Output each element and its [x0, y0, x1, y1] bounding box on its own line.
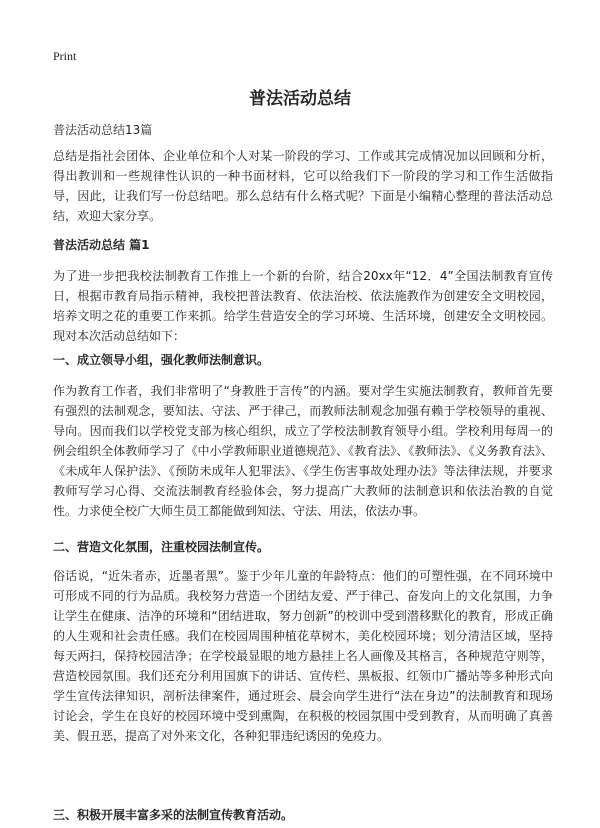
section-title: 普法活动总结 篇1 [53, 238, 150, 252]
paragraph-one: 作为教育工作者，我们非常明了“身教胜于言传”的内涵。要对学生实施法制教育，教师首先要有强烈的法制观念，要知法、守法、严于律己，而教师法制观念加强有赖于学校领导的重视、导向。因而我们以学校党支部为核心组织，成立了学校法制教育领导小组。学校利用每周一的例会组织全体教师学习了《中小学教师职业道德规范》、《教育法》、《教师法》、《义务教育法》、《未成年人保护法》、《预防未成年人犯罪法》、《学生伤害事故处理办法》等法律法规，并要求教师写学习心得、交流法制教育经验体会，努力提高广大教师的法制意识和依法治教的自觉性。力求使全校广大师生员工都能做到知法、守法、用法，依法办事。 [53, 384, 553, 518]
section-intro-paragraph: 为了进一步把我校法制教育工作推上一个新的台阶，结合20xx年“12．4”全国法制教育宣传日，根据市教育局指示精神，我校把普法教育、依法治校、依法施教作为创建安全文明校园，培养文明之花的重要工作来抓。给学生营造安全的学习环境、生活环境，创建安全文明校园。现对本次活动总结如下： [53, 269, 553, 343]
print-link[interactable]: Print [53, 49, 77, 63]
heading-two: 二、营造文化氛围，注重校园法制宣传。 [53, 540, 270, 554]
intro-paragraph: 总结是指社会团体、企业单位和个人对某一阶段的学习、工作或其完成情况加以回顾和分析，得出教训和一些规律性认识的一种书面材料，它可以给我们下一阶段的学习和工作生活做指导，因此，让我们写一份总结吧。那么总结有什么格式呢？下面是小编精心整理的普法活动总结，欢迎大家分享。 [53, 149, 553, 223]
heading-one: 一、成立领导小组，强化教师法制意识。 [53, 353, 270, 367]
heading-three: 三、积极开展丰富多采的法制宣传教育活动。 [53, 808, 294, 822]
page-title: 普法活动总结 [249, 89, 351, 109]
paragraph-two: 俗话说，“近朱者赤，近墨者黑”。鉴于少年儿童的年龄特点：他们的可塑性强，在不同环境中可形成不同的行为品质。我校努力营造一个团结友爱、严于律己、奋发向上的文化氛围，力争让学生在健康、洁净的环境和“团结进取，努力创新”的校训中受到潜移默化的教育，形成正确的人生观和社会责任感。我们在校园周围种植花草树木，美化校园环境；划分清洁区域，坚持每天两扫，保持校园洁净；在学校最显眼的地方悬挂上名人画像及其格言，各种规范守则等，营造校园氛围。我们还充分利用国旗下的讲话、宣传栏、黑板报、红领巾广播站等多种形式向学生宣传法律知识，剖析法律案件，通过班会、晨会向学生进行“法在身边”的法制教育和现场讨论会，学生在良好的校园环境中受到熏陶，在积极的校园氛围中受到教育，从而明确了真善美、假丑恶，提高了对外来文化，各种犯罪违纪诱因的免疫力。 [53, 569, 553, 743]
document-subtitle: 普法活动总结13篇 [53, 123, 153, 137]
